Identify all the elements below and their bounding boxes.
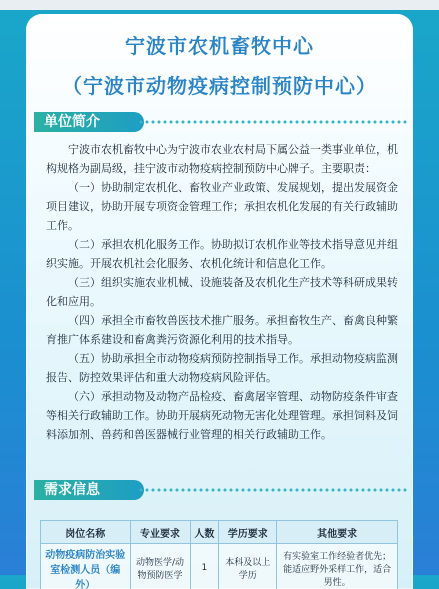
content-panel (26, 14, 413, 589)
section-divider-dots (138, 488, 408, 492)
page-title: 宁波市农机畜牧中心 (26, 30, 413, 59)
intro-paragraph: （四）承担全市畜牧兽医技术推广服务。承担畜牧生产、畜禽良种繁育推广体系建设和畜禽粪污资源化利用的技术指导。 (46, 311, 401, 349)
cell-other: 有实验室工作经验者优先；能适应野外采样工作，适合男性。 (277, 544, 398, 589)
section-needs: 需求信息 (34, 480, 144, 500)
intro-paragraph: （六）承担动物及动物产品检疫、畜禽屠宰管理、动物防疫条件审查等相关行政辅助工作。协助开展病死动物无害化处理管理。承担饲料及饲料添加剂、兽药和兽医器械行业管理的相关行政辅助工作。 (46, 387, 401, 444)
intro-paragraph: （五）协助承担全市动物疫病预防控制指导工作。承担动物疫病监测报告、防控效果评估和重大动物疫病风险评估。 (46, 349, 401, 387)
intro-paragraph: （一）协助制定农机化、畜牧业产业政策、发展规划，提出发展资金项目建议，协助开展专项资金管理工作；承担农机化发展的有关行政辅助工作。 (46, 178, 401, 235)
intro-paragraph: （二）承担农机化服务工作。协助拟订农机作业等技术指导意见并组织实施。开展农机社会化服务、农机化统计和信息化工作。 (46, 235, 401, 273)
cell-job: 动物疫病防治实验室检测人员（编外） (41, 544, 131, 589)
header-job: 岗位名称 (41, 521, 131, 544)
header-count: 人数 (190, 521, 219, 544)
header-education: 学历要求 (219, 521, 277, 544)
table-row (41, 544, 398, 589)
header-major: 专业要求 (130, 521, 190, 544)
needs-table (40, 520, 398, 589)
window-top-frame (0, 0, 439, 10)
cell-count: 1 (190, 544, 219, 589)
table-header-row (41, 521, 398, 544)
intro-paragraph: （三）组织实施农业机械、设施装备及农机化生产技术等科研成果转化和应用。 (46, 273, 401, 311)
section-unit-intro: 单位简介 (34, 112, 144, 132)
unit-intro-text (46, 140, 401, 444)
cell-major: 动物医学/动物预防医学 (130, 544, 190, 589)
cell-education: 本科及以上学历 (219, 544, 277, 589)
section-divider-dots (138, 120, 408, 124)
page-subtitle: （宁波市动物疫病控制预防中心） (26, 70, 413, 99)
intro-paragraph: 宁波市农机畜牧中心为宁波市农业农村局下属公益一类事业单位，机构规格为副局级，挂宁波市动物疫病控制预防中心牌子。主要职责： (46, 140, 401, 178)
header-other: 其他要求 (277, 521, 398, 544)
